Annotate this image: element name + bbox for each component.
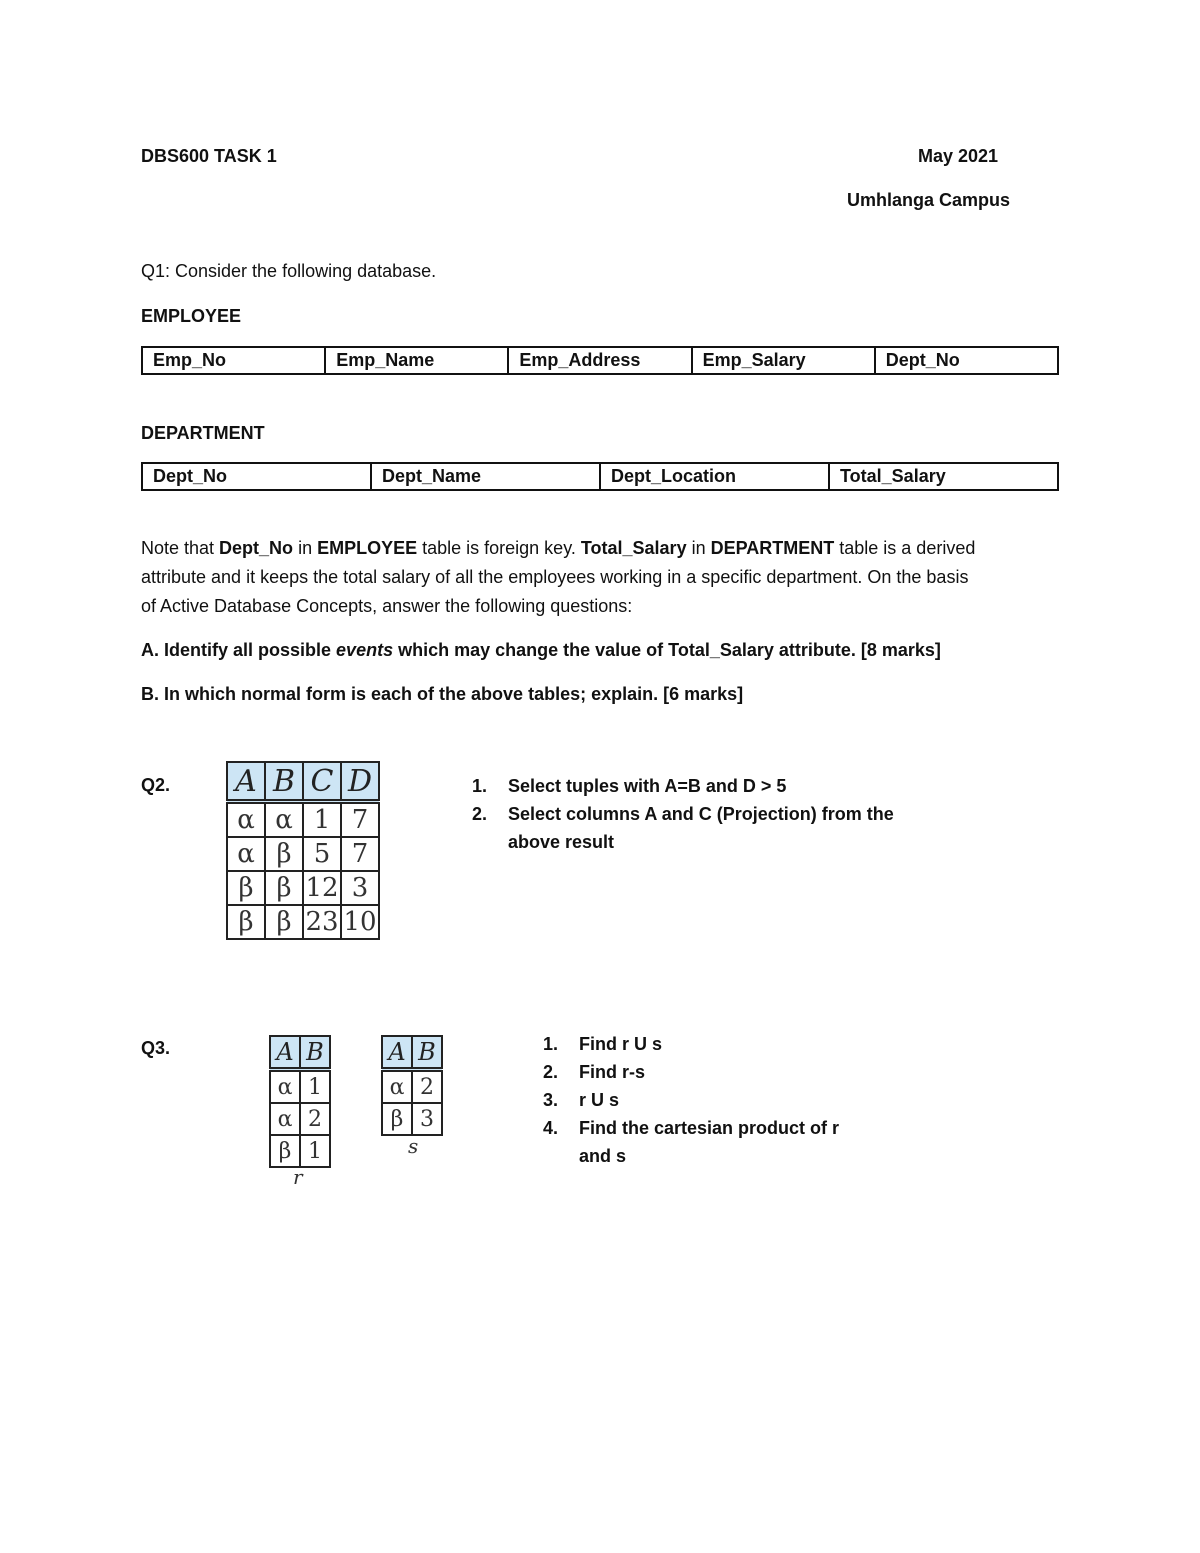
list-item: 4. Find the cartesian product of r	[543, 1118, 840, 1138]
r-caption: r	[293, 1165, 303, 1189]
cell: 7	[341, 837, 379, 871]
r-header-a: A	[270, 1036, 300, 1070]
cell: 3	[412, 1103, 442, 1135]
q2-relation-table	[226, 761, 380, 940]
table-row	[270, 1135, 330, 1167]
list-item: and s	[579, 1146, 627, 1166]
s-header-b: B	[412, 1036, 442, 1070]
employee-col-emp-salary: Emp_Salary	[692, 347, 875, 374]
table-row	[227, 802, 379, 838]
cell: 1	[300, 1070, 330, 1104]
table-row	[227, 837, 379, 871]
cell: α	[227, 802, 265, 838]
list-item: 2. Select columns A and C (Projection) from the	[472, 804, 894, 824]
list-item: 3. r U s	[543, 1090, 620, 1110]
cell: 2	[300, 1103, 330, 1135]
cell: 5	[303, 837, 341, 871]
q3-relation-r	[269, 1035, 331, 1168]
list-item: 1. Find r U s	[543, 1034, 663, 1054]
cell: β	[265, 871, 303, 905]
table-row	[382, 1070, 442, 1104]
department-title: DEPARTMENT	[141, 423, 265, 443]
cell: α	[265, 802, 303, 838]
cell: 10	[341, 905, 379, 939]
list-item: 2. Find r-s	[543, 1062, 645, 1082]
q1-intro: Q1: Consider the following database.	[141, 261, 437, 281]
cell: 1	[300, 1135, 330, 1167]
cell: 23	[303, 905, 341, 939]
note-line-2: attribute and it keeps the total salary of all the employees working in a specific department. On the basis	[141, 567, 969, 587]
r-header-b: B	[300, 1036, 330, 1070]
q2-label: Q2.	[141, 775, 171, 795]
cell: 1	[303, 802, 341, 838]
table-row	[270, 1070, 330, 1104]
employee-col-dept-no: Dept_No	[875, 347, 1058, 374]
note-line-3: of Active Database Concepts, answer the following questions:	[141, 596, 633, 616]
employee-col-emp-name: Emp_Name	[325, 347, 508, 374]
cell: α	[227, 837, 265, 871]
q2-header-c: C	[303, 762, 341, 802]
cell: 12	[303, 871, 341, 905]
cell: α	[270, 1070, 300, 1104]
q3-label: Q3.	[141, 1038, 171, 1058]
list-item: above result	[508, 832, 615, 852]
cell: β	[382, 1103, 412, 1135]
q2-header-b: B	[265, 762, 303, 802]
cell: α	[270, 1103, 300, 1135]
department-col-dept-no: Dept_No	[142, 463, 371, 490]
q3-task-list	[543, 1030, 839, 1170]
table-row	[270, 1103, 330, 1135]
question-a: A. Identify all possible events which may change the value of Total_Salary attribute. [8 marks]	[141, 640, 941, 660]
s-header-a: A	[382, 1036, 412, 1070]
cell: β	[265, 837, 303, 871]
q2-task-list	[472, 772, 894, 856]
cell: 2	[412, 1070, 442, 1104]
q2-header-a: A	[227, 762, 265, 802]
table-row	[382, 1103, 442, 1135]
table-row	[227, 905, 379, 939]
employee-col-emp-address: Emp_Address	[508, 347, 691, 374]
campus: Umhlanga Campus	[847, 190, 1011, 210]
cell: β	[227, 871, 265, 905]
cell: α	[382, 1070, 412, 1104]
cell: β	[270, 1135, 300, 1167]
employee-schema-table	[141, 346, 1059, 375]
cell: 7	[341, 802, 379, 838]
date: May 2021	[918, 146, 999, 166]
cell: 3	[341, 871, 379, 905]
q2-header-d: D	[341, 762, 379, 802]
cell: β	[227, 905, 265, 939]
table-row	[227, 871, 379, 905]
department-schema-table	[141, 462, 1059, 491]
list-item: 1. Select tuples with A=B and D > 5	[472, 776, 787, 796]
department-col-total-salary: Total_Salary	[829, 463, 1058, 490]
department-col-dept-name: Dept_Name	[371, 463, 600, 490]
q1-note	[141, 534, 1071, 621]
department-col-dept-location: Dept_Location	[600, 463, 829, 490]
course-title: DBS600 TASK 1	[141, 146, 277, 166]
s-caption: s	[408, 1134, 419, 1158]
employee-title: EMPLOYEE	[141, 306, 242, 326]
note-line-1: Note that Dept_No in EMPLOYEE table is foreign key. Total_Salary in DEPARTMENT table is a derived	[141, 538, 976, 558]
cell: β	[265, 905, 303, 939]
question-b: B. In which normal form is each of the above tables; explain. [6 marks]	[141, 684, 744, 704]
q3-relation-s	[381, 1035, 443, 1136]
employee-col-emp-no: Emp_No	[142, 347, 325, 374]
